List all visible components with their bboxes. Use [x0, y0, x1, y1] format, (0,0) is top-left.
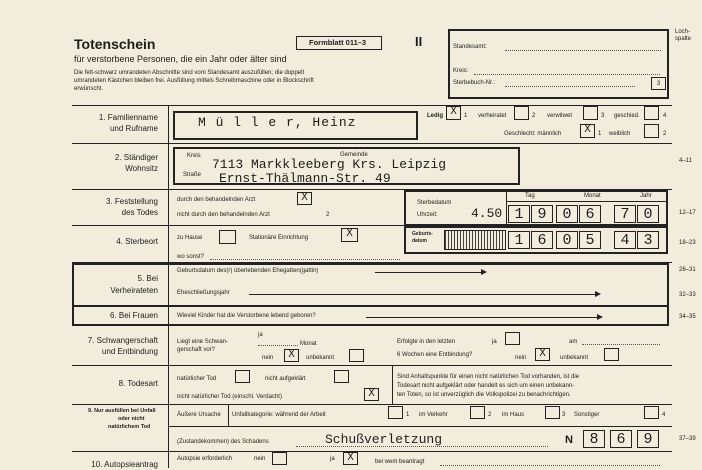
children-count-label: Wieviel Kinder hat die Verstorbene lebend geboren?: [177, 313, 316, 319]
delivery-no-checkbox[interactable]: X: [535, 348, 550, 361]
field-label: 7. Schwangerschaft: [87, 336, 158, 345]
delivery-yes-label: ja: [492, 339, 497, 345]
sex-male-label: Geschlecht: männlich: [504, 131, 562, 137]
autopsy-required-label: Autopsie erforderlich: [177, 456, 233, 462]
status-geschieden-label: geschied.: [614, 113, 640, 119]
death-time-value: 4.50: [471, 206, 503, 221]
sterbebuch-input-line[interactable]: [505, 86, 635, 87]
death-unclear-checkbox[interactable]: [334, 370, 349, 383]
field-label: und Entbindung: [101, 347, 158, 356]
sex-female-checkbox[interactable]: [644, 124, 659, 138]
place-facility-checkbox[interactable]: X: [341, 228, 358, 242]
autopsy-requested-input[interactable]: [440, 465, 660, 466]
status-verheiratet-label: verheiratet: [478, 113, 507, 119]
month-header: Monat: [584, 193, 601, 199]
rule: [72, 143, 672, 144]
standesamt-input-line[interactable]: [505, 50, 661, 51]
accident-work-label: Unfallkategorie: während der Arbeit: [232, 412, 326, 418]
accident-other-checkbox[interactable]: [644, 406, 659, 419]
field-label: 3. Feststellung: [105, 197, 158, 206]
delivery-date-label: am: [569, 339, 578, 345]
death-date-digit[interactable]: 9: [531, 205, 553, 223]
arrow-icon: [249, 294, 599, 295]
field-label: 8. Todesart: [118, 379, 158, 388]
formblatt-label: Formblatt 011–3: [296, 36, 382, 50]
pregnancy-no-label: nein: [262, 355, 274, 361]
accident-traffic-label: im Verkehr: [419, 412, 448, 418]
place-home-label: zu Hause: [177, 235, 203, 241]
sex-female-label: weiblich: [609, 131, 631, 137]
blocked-area: [444, 230, 506, 250]
punch-code: 12–17: [679, 210, 696, 216]
delivery-question-label: Erfolgte in den letzten: [397, 339, 456, 345]
residence-street-label: Straße: [183, 172, 202, 178]
delivery-unknown-label: unbekannt: [560, 355, 589, 361]
delivery-question-label: 6 Wochen eine Entbindung?: [397, 352, 473, 358]
option-number: 3: [562, 412, 566, 418]
delivery-yes-checkbox[interactable]: [505, 332, 520, 345]
option-number: 2: [663, 131, 667, 137]
rule: [72, 105, 672, 106]
death-unnatural-checkbox[interactable]: X: [364, 388, 379, 401]
option-number: 1: [406, 412, 410, 418]
option-number: 2: [532, 113, 536, 119]
option-number: 1: [464, 113, 468, 119]
pregnancy-question-label: Liegt eine Schwan-: [177, 339, 229, 345]
standesamt-label: Standesamt:: [453, 44, 487, 50]
death-unclear-label: nicht aufgeklärt: [265, 376, 306, 382]
death-date-digit[interactable]: 0: [556, 205, 578, 223]
police-note: Sind Anhaltspunkte für einen nicht natürlichen Tod vorhanden, ist die: [397, 374, 580, 380]
death-time-label: Uhrzeit:: [417, 212, 438, 218]
name-value: M ü l l e r, Heinz: [198, 115, 357, 130]
section-numeral: II: [415, 34, 423, 49]
rule: [169, 426, 672, 427]
status-verwitwet-label: verwitwet: [547, 113, 573, 119]
place-other-input-line[interactable]: [210, 259, 400, 260]
instruction-line-1: Die fett-schwarz umrandeten Abschnitte sind vom Standesamt auszufüllen; die doppelt: [74, 70, 305, 76]
field-label: oder nicht: [118, 416, 145, 422]
n-code-label: N: [565, 434, 573, 446]
field-label: und Rufname: [109, 124, 158, 133]
sex-male-checkbox[interactable]: X: [580, 124, 595, 138]
option-number: 2: [326, 212, 330, 218]
status-ledig-label: Ledig: [427, 113, 443, 119]
death-attending-label: durch den behandelnden Arzt: [177, 197, 256, 203]
lochspalte-label-2: spalte: [675, 36, 692, 42]
instruction-line-2: umrandeten Kästchen bleiben frei. Ausfüllung mittels Schreibmaschine oder in Blockschrift: [74, 78, 314, 84]
punch-code: 37–39: [679, 436, 696, 442]
birth-date-label: datum: [412, 238, 427, 244]
option-number: 3: [601, 113, 605, 119]
rule: [72, 225, 404, 226]
autopsy-yes-label: ja: [330, 456, 335, 462]
death-natural-label: natürlicher Tod: [177, 376, 217, 382]
death-date-label: Sterbedatum: [417, 200, 452, 206]
birth-date-digit[interactable]: 6: [531, 231, 553, 249]
n-code-digit[interactable]: 8: [583, 430, 605, 448]
death-not-attending-label: nicht durch den behandelnden Arzt: [177, 212, 270, 218]
field-label: Wohnsitz: [125, 164, 158, 173]
field-label: 4. Sterbeort: [116, 237, 158, 246]
delivery-no-label: nein: [515, 355, 527, 361]
autopsy-requested-label: bei wem beantragt: [375, 459, 425, 465]
rule: [72, 305, 669, 307]
delivery-unknown-checkbox[interactable]: [604, 348, 619, 361]
birth-date-digit[interactable]: 0: [556, 231, 578, 249]
field-label: 10. Autopsieantrag: [91, 460, 158, 469]
birth-date-digit[interactable]: 4: [614, 231, 636, 249]
pregnancy-yes-label: ja: [258, 332, 263, 338]
field-label: 6. Bei Frauen: [109, 311, 158, 320]
rule: [228, 405, 229, 427]
death-date-digit[interactable]: 7: [614, 205, 636, 223]
document-title: Totenschein: [74, 36, 156, 52]
status-verheiratet-checkbox[interactable]: [514, 106, 529, 120]
pregnancy-month-input[interactable]: [258, 345, 298, 346]
document-subtitle: für verstorbene Personen, die ein Jahr oder älter sind: [74, 54, 287, 64]
residence-kreis-label: Kreis: [187, 153, 201, 159]
sterbebuch-label: Sterbebuch-Nr.:: [453, 80, 496, 86]
instruction-line-3: erwünscht.: [74, 86, 104, 92]
field-label: Verheirateten: [110, 286, 158, 295]
autopsy-no-label: nein: [254, 456, 266, 462]
option-number: 2: [488, 412, 492, 418]
lochspalte-label-1: Loch-: [675, 29, 691, 35]
punch-code: 18–23: [679, 240, 696, 246]
n-code-digit[interactable]: 9: [637, 430, 659, 448]
birth-date-label: Geburts-: [412, 231, 433, 237]
year-header: Jahr: [640, 193, 652, 199]
rule: [72, 365, 672, 366]
death-natural-checkbox[interactable]: [235, 370, 250, 383]
field-label: 1. Familienname: [98, 113, 158, 122]
pregnancy-no-checkbox[interactable]: X: [284, 349, 299, 362]
punch-code: 32–33: [679, 292, 696, 298]
field-label: 2. Ständiger: [114, 153, 158, 162]
status-geschieden-checkbox[interactable]: [644, 106, 659, 120]
accident-other-label: Sonstiger: [574, 412, 600, 418]
birth-date-digit[interactable]: 3: [637, 231, 659, 249]
place-home-checkbox[interactable]: [219, 230, 236, 244]
marriage-year-label: Eheschließungsjahr: [177, 290, 230, 296]
punch-code: 34–35: [679, 314, 696, 320]
pregnancy-unknown-label: unbekannt: [306, 355, 335, 361]
residence-line-2: Ernst-Thälmann-Str. 49: [219, 171, 391, 186]
delivery-date-input[interactable]: [582, 344, 660, 345]
field-label: 9. Nur ausfüllen bei Unfall: [88, 408, 156, 414]
field-label: 5. Bei: [137, 274, 158, 283]
police-note: Todesart nicht aufgeklärt oder handelt es sich um einen unbekann-: [397, 383, 575, 389]
accident-home-label: im Haus: [502, 412, 525, 418]
option-number: 4: [662, 412, 666, 418]
punch-code: 26–31: [679, 267, 696, 273]
accident-work-checkbox[interactable]: [388, 406, 403, 419]
place-other-label: wo sonst?: [177, 254, 205, 260]
death-attending-checkbox[interactable]: X: [297, 192, 312, 205]
rule: [506, 190, 507, 226]
kreis-input-line[interactable]: [474, 74, 660, 75]
arrow-icon: [366, 317, 601, 318]
pregnancy-unknown-checkbox[interactable]: [349, 349, 364, 362]
residence-gemeinde-label: Gemeinde: [340, 152, 368, 158]
accident-traffic-checkbox[interactable]: [470, 406, 485, 419]
damage-cause-label: (Zustandekommen) des Schadens: [177, 439, 269, 445]
pregnancy-month-label: Monat: [300, 341, 317, 347]
police-note: ten Toten, so ist unverzüglich die Volkspolizei zu benachrichtigen.: [397, 392, 571, 398]
pregnancy-question-label: gerschaft vor?: [177, 347, 216, 353]
damage-cause-input-line[interactable]: [296, 446, 548, 447]
autopsy-no-checkbox[interactable]: [272, 452, 287, 465]
residence-line-1: 7113 Markkleeberg Krs. Leipzig: [212, 157, 447, 172]
rule: [392, 366, 393, 404]
death-date-digit[interactable]: 0: [637, 205, 659, 223]
accident-home-checkbox[interactable]: [545, 406, 560, 419]
status-verwitwet-checkbox[interactable]: [583, 106, 598, 120]
damage-cause-value: Schußverletzung: [325, 432, 443, 447]
death-unnatural-label: nicht natürlicher Tod (einschl. Verdacht): [177, 394, 282, 400]
sterbebuch-box: 3: [651, 77, 666, 90]
place-facility-label: Stationäre Einrichtung: [249, 235, 309, 241]
option-number: 1: [598, 131, 602, 137]
n-code-digit[interactable]: 6: [610, 430, 632, 448]
option-number: 4: [663, 113, 667, 119]
death-date-digit[interactable]: 1: [508, 205, 530, 223]
birth-date-digit[interactable]: 1: [508, 231, 530, 249]
spouse-birthdate-label: Geburtsdatum des(r) überlebenden Ehegatten(gattin): [177, 268, 319, 274]
status-ledig-checkbox[interactable]: X: [446, 106, 461, 120]
field-label: natürlichem Tod: [108, 424, 151, 430]
rule: [72, 404, 672, 405]
rule: [506, 201, 668, 202]
rule: [72, 451, 672, 452]
birth-date-digit[interactable]: 5: [579, 231, 601, 249]
external-cause-label: Äußere Ursache: [177, 412, 221, 418]
arrow-icon: [375, 272, 485, 273]
autopsy-yes-checkbox[interactable]: X: [343, 452, 358, 465]
death-date-digit[interactable]: 6: [579, 205, 601, 223]
field-label: des Todes: [121, 208, 158, 217]
punch-code: 4–11: [679, 158, 692, 164]
standesamt-panel: [448, 29, 669, 99]
day-header: Tag: [525, 193, 535, 199]
kreis-label: Kreis:: [453, 68, 469, 74]
